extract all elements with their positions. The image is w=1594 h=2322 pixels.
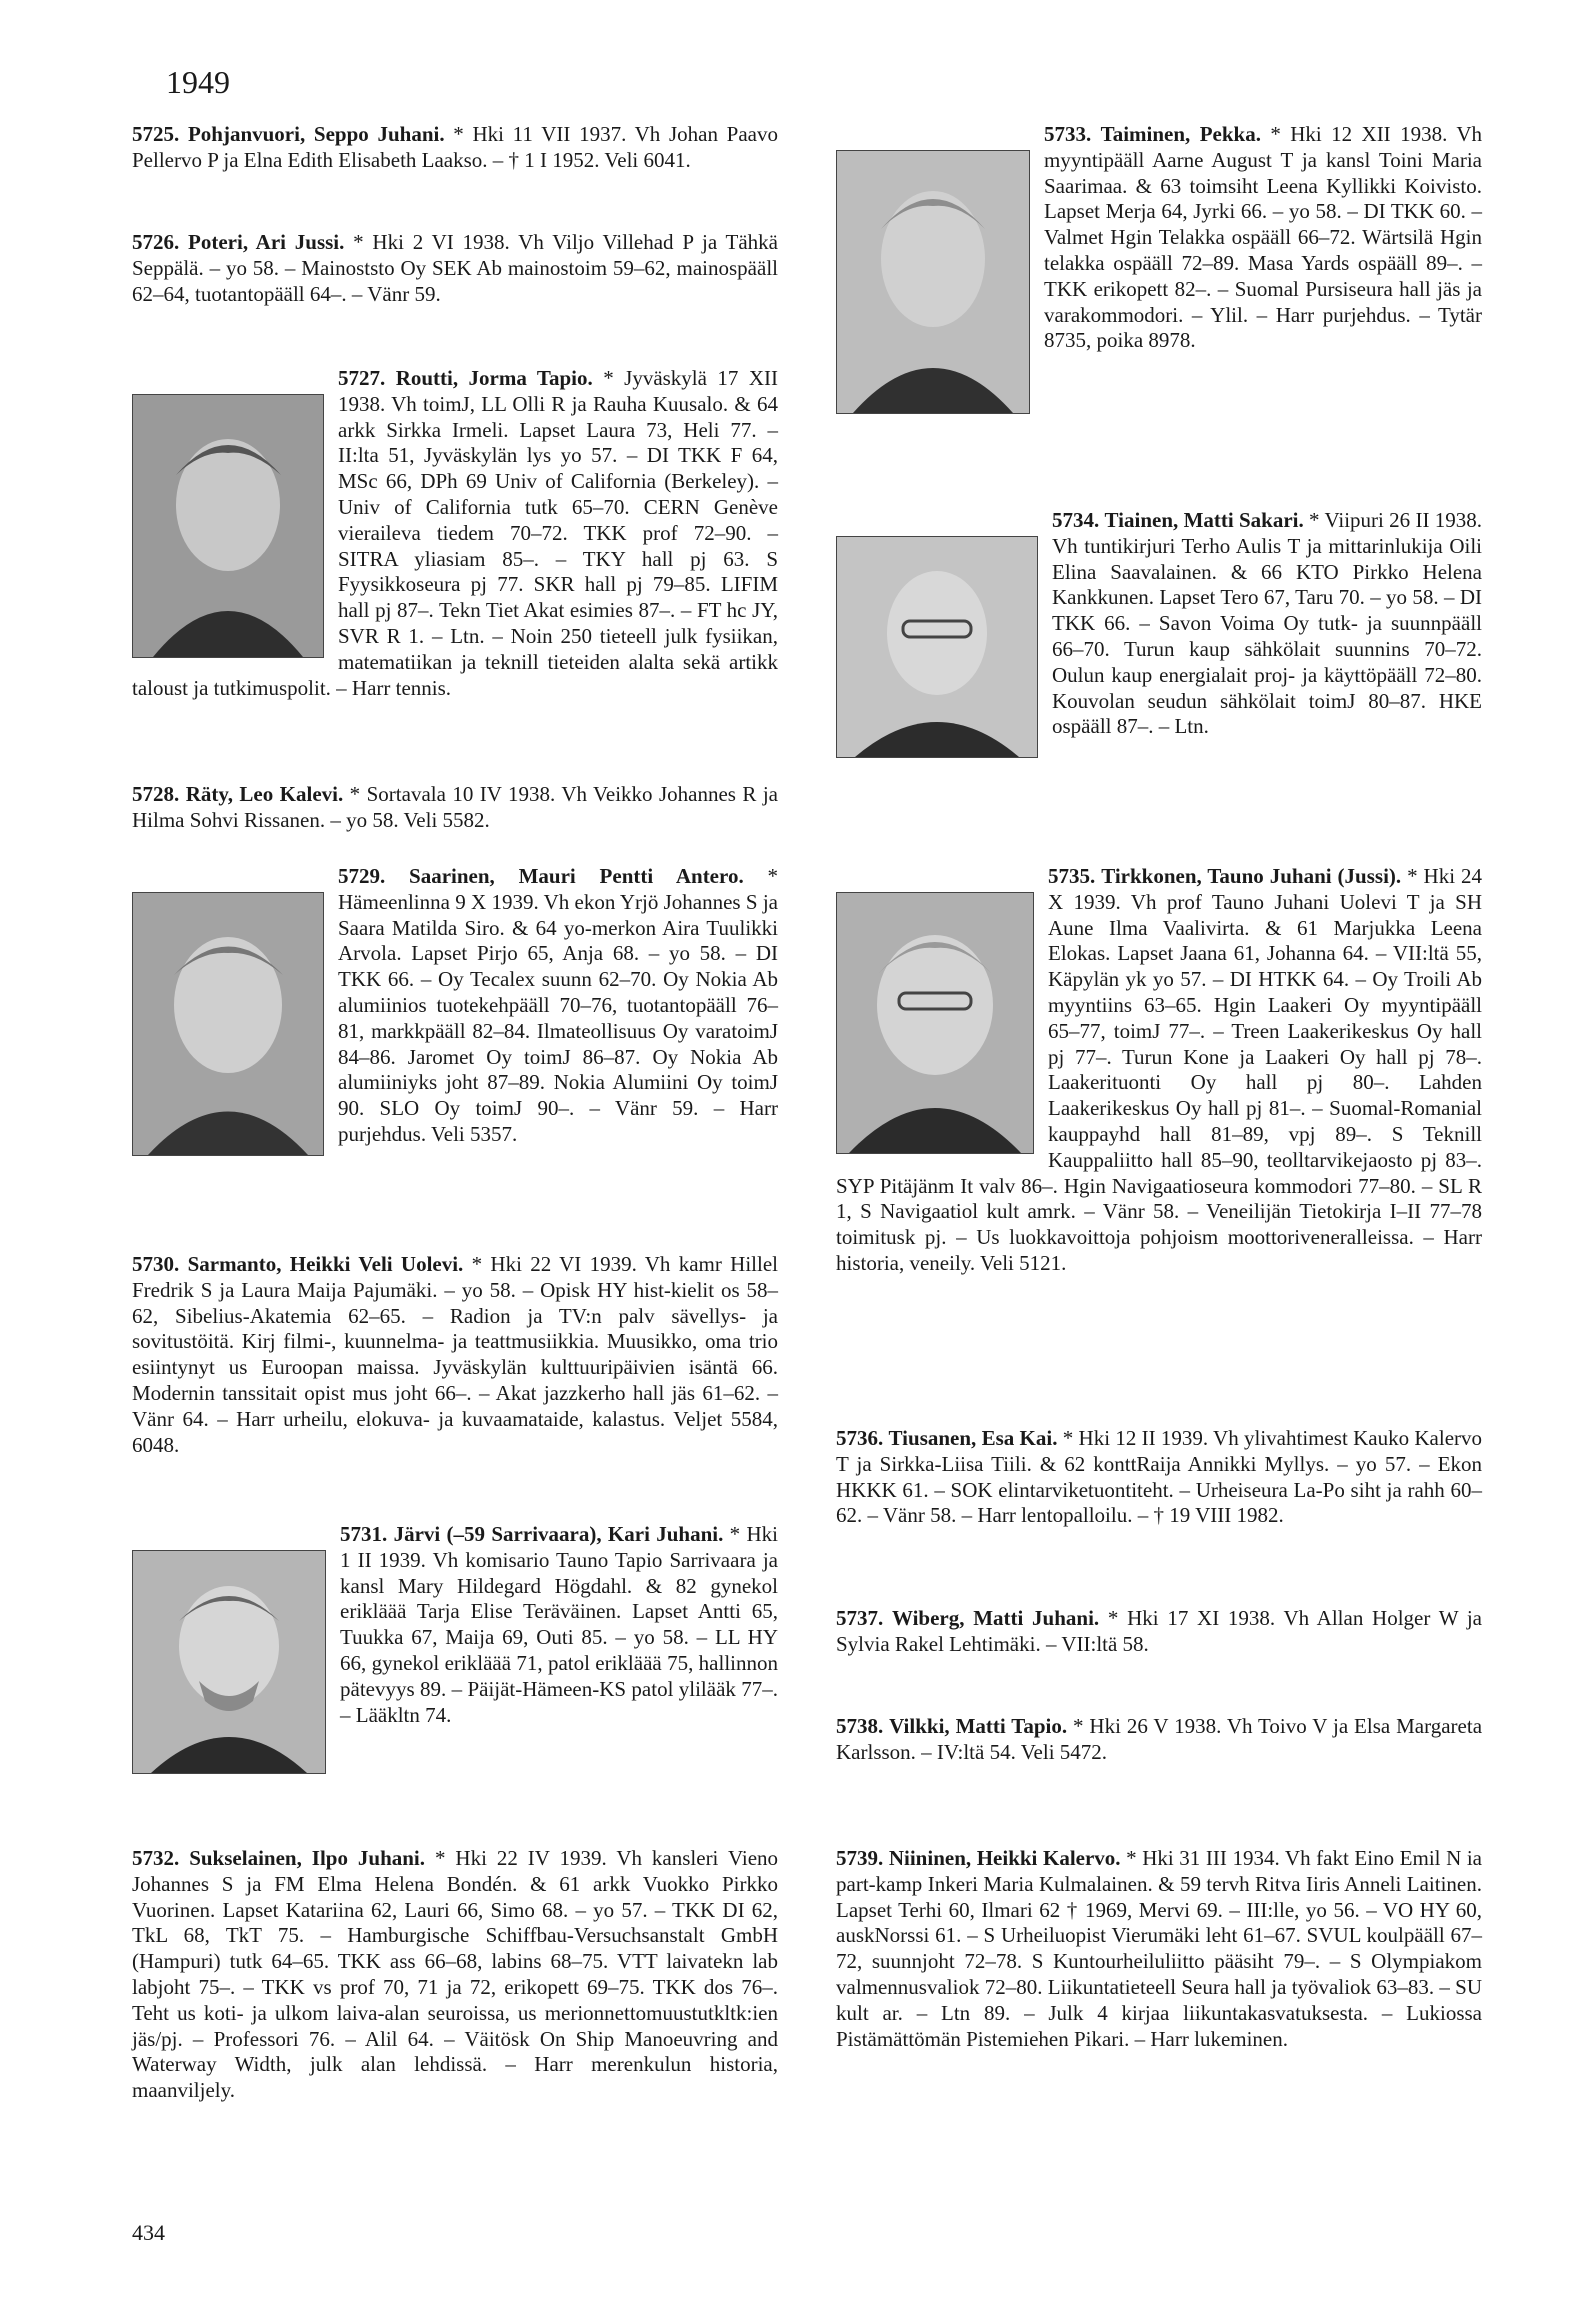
entry-number: 5736.	[836, 1426, 884, 1450]
entry-name: Tiusanen, Esa Kai.	[888, 1426, 1058, 1450]
entry-number: 5728.	[132, 782, 180, 806]
entry-text: * Hki 31 III 1934. Vh fakt Eino Emil N ia part-kamp Inkeri Maria Kulmalainen. & 59 tervh Ritva Iiris Anneli Laitinen. Lapset Terhi 60, Ilmari 62 † 1969, Mervi 69. – III:lle, yo 56. – VO HY 60, auskNorssi 61. – S Urheiluopist Vierumäki leht 61–67. SVUL koulpääll 67–72, suunnjoht 72–78. S Kuntourheiluliitto pääsiht 79–. – S Olympiakom valmennusvaliok 72–80. Liikuntatieteell Seura hall ja työvaliok 63–83. – SU kult ar. – Ltn 89. – Julk 4 kirjaa liikuntakasvatuksesta. – Lukiossa Pistämättömän Pistemiehen Pikari. – Harr lukeminen.	[836, 1846, 1482, 2051]
entry-5732	[132, 1846, 778, 2104]
entry-text: * Hki 24 X 1939. Vh prof Tauno Juhani Uolevi T ja SH Aune Ilma Vaalivirta. & 61 Marjukka Leena Elokas. Lapset Jaana 61, Johanna 64. – VII:ltä 55, Käpylän yk yo 57. – DI HTKK 64. – Oy Troili Ab myyntiins 63–65. Hgin Laakeri Oy myyntipääll 65–77, toimJ 77–. – Treen Laakerikeskus Oy hall pj 77–. Turun Kone ja Laakeri Oy hall pj 78–. Laakerituonti Oy hall pj 80–. Lahden Laakerikeskus Oy hall pj 81–. – Suomal-Romanial kauppayhd hall 81–89, vpj 89–. S Teknill Kauppaliitto hall 85–90, teolltarvikejaosto pj 83–. SYP Pitäjänm It valv 86–. Hgin Navigaatioseura kommodori 77–80. – SL R 1, S Navigaatiol kult amrk. – Vänr 58. – Veneilijän Tietokirja I–II 77–78 toimitusk pj. – Us luokkavoittoja pohjoism moottoriveneralleissa. – Harr historia, veneily. Veli 5121.	[836, 864, 1483, 1275]
portrait-photo	[132, 394, 324, 658]
entry-name: Tiainen, Matti Sakari.	[1104, 508, 1304, 532]
entry-5726	[132, 230, 778, 307]
entry-name: Pohjanvuori, Seppo Juhani.	[187, 122, 445, 146]
entry-text: * Hki 12 XII 1938. Vh myyntipääll Aarne August T ja kansl Toini Maria Saarimaa. & 63 toimsiht Leena Kyllikki Koivisto. Lapset Merja 64, Jyrki 66. – yo 58. – DI TKK 60. – Valmet Hgin Telakka ospääll 66–72. Wärtsilä Hgin telakka ospääll 72–89. Masa Yards ospääll 89–. – TKK erikopett 82–. – Suomal Pursiseura hall jäs ja varakommodori. – Ylil. – Harr purjehdus. – Tytär 8735, poika 8978.	[1044, 122, 1482, 353]
entry-number: 5727.	[338, 366, 386, 390]
entry-5735	[836, 864, 1482, 1277]
portrait-photo	[132, 1550, 326, 1774]
entry-number: 5725.	[132, 122, 180, 146]
entry-5725	[132, 122, 778, 174]
entry-name: Järvi (–59 Sarrivaara), Kari Juhani.	[393, 1522, 724, 1546]
portrait-photo	[132, 892, 324, 1156]
entry-number: 5737.	[836, 1606, 884, 1630]
entry-5734	[836, 508, 1482, 764]
entry-name: Taiminen, Pekka.	[1100, 122, 1261, 146]
entry-text: * Hki 22 VI 1939. Vh kamr Hillel Fredrik S ja Laura Maija Pajumäki. – yo 58. – Opisk HY hist-kielit os 58–62, Sibelius-Akatemia 62–65. – Radion ja TV:n palv sävellys- ja sovitustöitä. Kirj filmi-, kuunnelma- ja teattmusiikkia. Muusikko, oma trio esiintynyt us Euroopan maissa. Jyväskylän kulttuuripäivien isäntä 66. Modernin tanssitait opist mus joht 66–. – Akat jazzkerho hall jäs 61–62. – Vänr 64. – Harr urheilu, elokuva- ja kuvaamataide, kalastus. Veljet 5584, 6048.	[132, 1252, 778, 1457]
header-year: 1949	[166, 64, 230, 100]
entry-text: * Hki 11 VII 1937. Vh Johan Paavo Pellervo P ja Elna Edith Elisabeth Laakso. – † 1 I 1952. Veli 6041.	[132, 122, 779, 172]
entry-number: 5735.	[1048, 864, 1096, 888]
entry-name: Tirkkonen, Tauno Juhani (Jussi).	[1101, 864, 1402, 888]
entry-5731	[132, 1522, 778, 1780]
entry-number: 5731.	[340, 1522, 388, 1546]
entry-text: * Sortavala 10 IV 1938. Vh Veikko Johannes R ja Hilma Sohvi Rissanen. – yo 58. Veli 5582.	[132, 782, 779, 832]
entry-text: * Hki 26 V 1938. Vh Toivo V ja Elsa Margareta Karlsson. – IV:ltä 54. Veli 5472.	[836, 1714, 1483, 1764]
entry-5733	[836, 122, 1482, 420]
portrait-photo	[836, 892, 1034, 1154]
entry-number: 5733.	[1044, 122, 1092, 146]
entry-text: * Viipuri 26 II 1938. Vh tuntikirjuri Terho Aulis T ja mittarinlukija Oili Elina Saavalainen. & 66 KTO Pirkko Helena Kankkunen. Lapset Tero 67, Taru 70. – yo 58. – DI TKK 66. – Savon Voima Oy tutk- ja suunnpääll 66–70. Turun kaup sähkölait suunnins 70–72. Oulun kaup energialait proj- ja käyttöpääll 72–80. Kouvolan seudun sähkölait toimJ 80–87. HKE ospääll 87–. – Ltn.	[1052, 508, 1482, 739]
entry-number: 5738.	[836, 1714, 884, 1738]
entry-number: 5726.	[132, 230, 180, 254]
entry-name: Vilkki, Matti Tapio.	[889, 1714, 1068, 1738]
entry-5736	[836, 1426, 1482, 1529]
portrait-photo	[836, 150, 1030, 414]
entry-number: 5729.	[338, 864, 386, 888]
portrait-icon	[837, 537, 1037, 757]
entry-text: * Hki 17 XI 1938. Vh Allan Holger W ja Sylvia Rakel Lehtimäki. – VII:ltä 58.	[836, 1606, 1483, 1656]
entry-5727	[132, 366, 778, 701]
portrait-icon	[133, 395, 323, 657]
entry-text: * Hki 22 IV 1939. Vh kansleri Vieno Johannes S ja FM Elma Helena Bondén. & 61 arkk Vuokko Pirkko Vuorinen. Lapset Katariina 62, Lauri 66, Simo 68. – yo 57. – TKK DI 62, TkL 68, TkT 75. – Hamburgische Schiffbau-Versuchsanstalt GmbH (Hampuri) tutk 64–65. TKK ass 66–68, labins 68–75. VTT laivatekn lab labjoht 75–. – TKK vs prof 70, 71 ja 72, erikopett 69–75. TKK dos 76–. Teht us koti- ja ulkom laiva-alan seuroissa, us merionnettomuustutkltk:ien jäs/pj. – Professori 76. – Alil 64. – Väitösk On Ship Manoeuvring and Waterway Width, julk alan lehdissä. – Harr merenkulun historia, maanviljely.	[132, 1846, 779, 2103]
entry-text: * Hki 2 VI 1938. Vh Viljo Villehad P ja Tähkä Seppälä. – yo 58. – Mainoststo Oy SEK Ab mainostoim 59–62, mainospääll 62–64, tuotantopääll 64–. – Vänr 59.	[132, 230, 778, 306]
entry-name: Poteri, Ari Jussi.	[188, 230, 345, 254]
entry-name: Wiberg, Matti Juhani.	[891, 1606, 1100, 1630]
entry-text: * Jyväskylä 17 XII 1938. Vh toimJ, LL Olli R ja Rauha Kuusalo. & 64 arkk Sirkka Irmeli. Lapset Laura 73, Heli 77. – II:lta 51, Jyväskylän lys yo 57. – DI TKK F 64, MSc 66, DPh 69 Univ of California (Berkeley). – Univ of California tutk 65–70. CERN Genève vieraileva tiedem 70–72. TKK prof 72–90. – SITRA yliasiam 85–. – TKY hall pj 63. S Fyysikkoseura pj 77. SKR hall pj 79–85. LIFIM hall pj 87–. Tekn Tiet Akat esimies 87–. – FT hc JY, SVR R 1. – Ltn. – Noin 250 tieteell julk fysiikan, matematiikan ja teknill tieteiden alalta sekä artikk taloust ja tutkimuspolit. – Harr tennis.	[132, 366, 778, 700]
entry-5729	[132, 864, 778, 1162]
entry-name: Räty, Leo Kalevi.	[185, 782, 344, 806]
entry-number: 5739.	[836, 1846, 884, 1870]
portrait-icon	[133, 1551, 325, 1773]
entry-5728	[132, 782, 778, 834]
entry-5737	[836, 1606, 1482, 1658]
entry-text: * Hämeenlinna 9 X 1939. Vh ekon Yrjö Johannes S ja Saara Matilda Siro. & 64 yo-merkon Aira Tuulikki Arvola. Lapset Pirjo 65, Anja 68. – yo 58. – DI TKK 66. – Oy Tecalex suunn 62–70. Oy Nokia Ab alumiinios tuotekehpääll 70–76, tuotantopääll 76–81, markkpääll 82–84. Ilmateollisuus Oy varatoimJ 84–86. Jaromet Oy toimJ 86–87. Oy Nokia Ab alumiiniyks joht 87–89. Nokia Alumiini Oy toimJ 90. SLO Oy toimJ 90–. – Vänr 59. – Harr purjehdus. Veli 5357.	[338, 864, 778, 1146]
entry-5739	[836, 1846, 1482, 2052]
entry-name: Sarmanto, Heikki Veli Uolevi.	[187, 1252, 464, 1276]
entry-number: 5732.	[132, 1846, 180, 1870]
entry-name: Niininen, Heikki Kalervo.	[888, 1846, 1121, 1870]
entry-5738	[836, 1714, 1482, 1766]
entry-5730	[132, 1252, 778, 1458]
entry-name: Sukselainen, Ilpo Juhani.	[189, 1846, 426, 1870]
entry-number: 5730.	[132, 1252, 180, 1276]
entry-text: * Hki 12 II 1939. Vh ylivahtimest Kauko Kalervo T ja Sirkka-Liisa Tiili. & 62 konttRaija Annikki Myllys. – yo 57. – Ekon HKKK 61. – SOK elintarviketuontiteht. – Urheiseura La-Po siht ja rahh 60–62. – Vänr 58. – Harr lentopalloilu. – † 19 VIII 1982.	[836, 1426, 1483, 1528]
portrait-icon	[133, 893, 323, 1155]
portrait-icon	[837, 151, 1029, 413]
entry-text: * Hki 1 II 1939. Vh komisario Tauno Tapio Sarrivaara ja kansl Mary Hildegard Högdahl. & 82 gynekol erikläää Tarja Elise Teräväinen. Lapset Antti 65, Tuukka 67, Maija 69, Outi 85. – yo 58. – LL HY 66, gynekol erikläää 71, patol erikläää 75, hallinnon pätevyys 89. – Päijät-Hämeen-KS patol ylilääk 77–. – Lääkltn 74.	[340, 1522, 779, 1727]
entry-number: 5734.	[1052, 508, 1100, 532]
portrait-icon	[837, 893, 1033, 1153]
page-number: 434	[132, 2220, 165, 2245]
entry-name: Routti, Jorma Tapio.	[395, 366, 593, 390]
entry-name: Saarinen, Mauri Pentti Antero.	[409, 864, 744, 888]
portrait-photo	[836, 536, 1038, 758]
